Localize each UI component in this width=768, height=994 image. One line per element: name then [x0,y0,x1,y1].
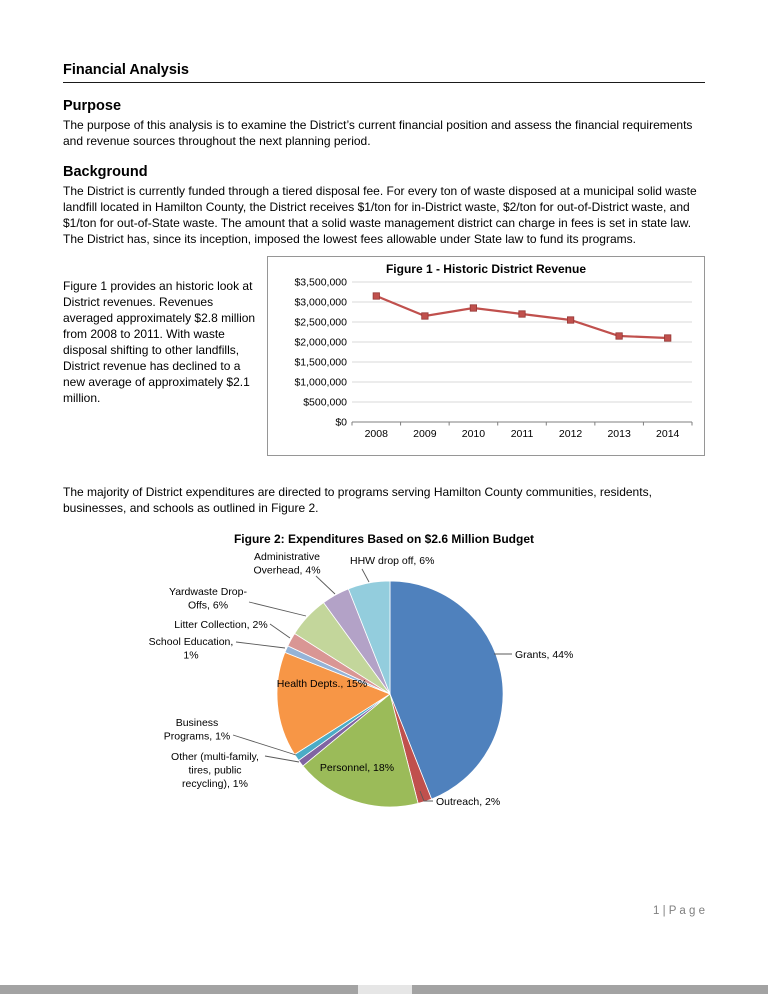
label-leader-litter-collection [270,624,290,638]
x-tick-label-2010: 2010 [461,428,486,440]
page-number: 1 | P a g e [652,905,705,917]
revenue-point-2010 [470,305,476,311]
figure1-plot [268,276,704,448]
pie-label-outreach: Outreach, 2% [436,796,501,808]
pie-label-yardwaste-drop-offs: Yardwaste Drop-Offs, 6% [168,586,248,612]
label-leader-other-multi-family-tires-public-recycling [265,756,299,762]
y-tick-label: $3,000,000 [294,296,347,309]
pie-label-other-multi-family-tires-public-recycling: Other (multi-family, tires, public recycling), 1% [171,751,259,790]
page-edge-band [0,985,768,994]
pie-label-hhw-drop-off: HHW drop off, 6% [350,555,435,567]
label-leader-school-education [236,642,285,648]
y-tick-label: $500,000 [303,396,347,409]
figure1-sidetext: Figure 1 provides an historic look at District revenues. Revenues averaged approximately $2.8 million from 2008 to 2011. With waste disposal shifting to other landfills, District revenue has declined to a new average of approximately $2.1 million. [63,279,256,405]
revenue-point-2009 [422,313,428,319]
x-tick-label-2009: 2009 [413,428,437,440]
label-leader-administrative-overhead [316,576,335,594]
figure1-section [63,256,705,456]
background-heading: Background [63,164,148,180]
label-leader-hhw-drop-off [362,569,369,582]
document-title: Financial Analysis [63,62,705,83]
page-edge-band-highlight [358,985,412,994]
revenue-point-2011 [519,311,525,317]
background-paragraph: The District is currently funded through a tiered disposal fee. For every ton of waste disposed at a municipal solid waste landfill located in Hamilton County, the District receives $1/ton for in-District waste, $2/ton for out-of-District waste, and $1/ton for out-of-State waste. The amount that a solid waste management district can charge in fees is set in state law. The District has, since its inception, imposed the lowest fees allowable under State law to fund its programs. [63,184,697,246]
y-tick-label: $2,000,000 [294,336,347,349]
revenue-point-2013 [616,333,622,339]
pie-label-school-education: School Education, 1% [148,636,234,662]
pie-label-administrative-overhead: Administrative Overhead, 4% [253,551,321,577]
pie-label-personnel: Personnel, 18% [319,762,395,774]
y-tick-label: $1,000,000 [294,376,347,389]
figure2-title: Figure 2: Expenditures Based on $2.6 Million Budget [233,532,535,546]
x-tick-label-2008: 2008 [364,428,388,440]
pie-label-health-depts: Health Depts., 15% [276,678,368,690]
x-tick-label-2013: 2013 [607,428,631,440]
purpose-paragraph: The purpose of this analysis is to examine the District’s current financial position and assess the financial requirements and revenue sources throughout the next planning period. [63,118,693,148]
y-tick-label: $1,500,000 [294,356,347,369]
figure1-chart [267,256,705,456]
figure2-chart [63,532,705,816]
label-leader-yardwaste-drop-offs [249,602,306,616]
x-tick-label-2012: 2012 [558,428,583,440]
pie-label-grants: Grants, 44% [515,649,574,661]
revenue-point-2008 [373,293,379,299]
pie-label-litter-collection: Litter Collection, 2% [174,619,268,631]
revenue-point-2012 [567,317,573,323]
y-tick-label: $3,500,000 [294,276,347,289]
y-tick-label: $0 [335,416,347,429]
x-tick-label-2014: 2014 [656,428,680,440]
x-tick-label-2011: 2011 [510,428,534,440]
figure2-plot [63,548,705,816]
revenue-point-2014 [665,335,671,341]
y-tick-label: $2,500,000 [294,316,347,329]
purpose-heading: Purpose [63,98,122,114]
pie-label-business-programs: Business Programs, 1% [163,717,231,743]
figure1-title: Figure 1 - Historic District Revenue [385,262,587,276]
expenditures-paragraph: The majority of District expenditures are directed to programs serving Hamilton County communities, residents, businesses, and schools as outlined in Figure 2. [63,485,652,515]
